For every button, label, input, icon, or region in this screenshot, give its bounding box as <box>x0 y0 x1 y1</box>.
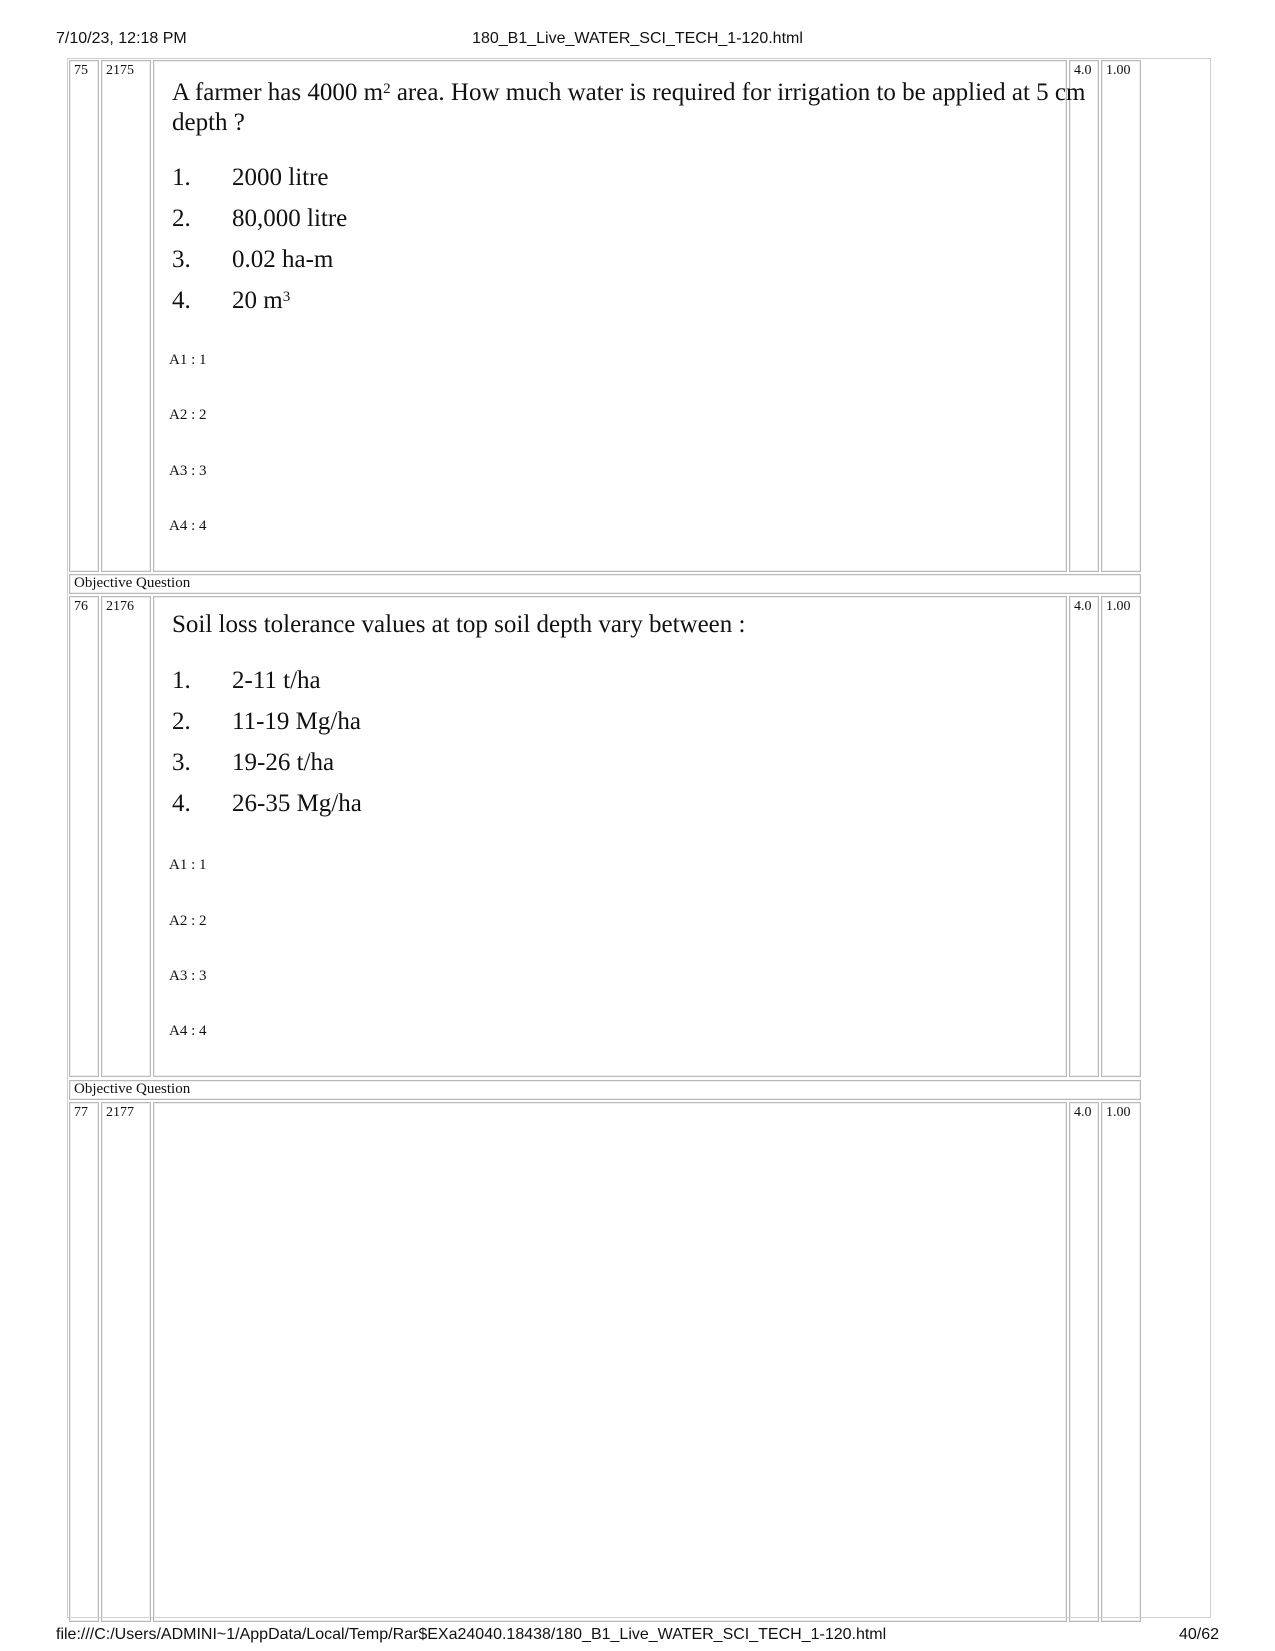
question-type-label: Objective Question <box>74 1081 191 1097</box>
question-id-cell: 2176 <box>101 596 151 1077</box>
print-footer <box>0 1624 1275 1646</box>
answer-choice-1: A1 : 1 <box>169 857 207 873</box>
negative-marks-cell: 1.00 <box>1101 1102 1141 1622</box>
question-type-row <box>69 574 1141 594</box>
print-header <box>0 28 1275 50</box>
file-path: file:///C:/Users/ADMINI~1/AppData/Local/Temp/Rar$EXa24040.18438/180_B1_Live_WATER_SCI_TECH_1-120.html <box>56 1626 887 1643</box>
question-id-cell: 2177 <box>101 1102 151 1622</box>
serial-number-cell: 75 <box>69 60 99 572</box>
question-text: A farmer has 4000 $m^2$ area. How much water is required for irrigation to be applied at 5 cm depth ? <box>172 79 1086 136</box>
print-title: 180_B1_Live_WATER_SCI_TECH_1-120.html <box>472 30 803 47</box>
option-2: 2. 11-19 Mg/ha <box>172 708 361 735</box>
option-1: 1. 2-11 t/ha <box>172 667 321 694</box>
option-3: 3. 0.02 ha-m <box>172 246 334 273</box>
answer-choice-2: A2 : 2 <box>169 407 207 423</box>
question-text: Soil loss tolerance values at top soil depth vary between : <box>172 611 746 638</box>
question-id-cell: 2175 <box>101 60 151 572</box>
answer-choice-4: A4 : 4 <box>169 518 207 534</box>
question-type-label: Objective Question <box>74 575 191 591</box>
option-2: 2. 80,000 litre <box>172 205 348 232</box>
serial-number-cell: 77 <box>69 1102 99 1622</box>
serial-number-cell: 76 <box>69 596 99 1077</box>
marks-cell: 4.0 <box>1069 1102 1099 1622</box>
answer-choice-4: A4 : 4 <box>169 1023 207 1039</box>
negative-marks-cell: 1.00 <box>1101 60 1141 572</box>
answer-choice-3: A3 : 3 <box>169 463 207 479</box>
option-3: 3. 19-26 t/ha <box>172 749 335 776</box>
print-datetime: 7/10/23, 12:18 PM <box>56 30 187 47</box>
question-type-row <box>69 1080 1141 1100</box>
negative-marks-cell: 1.00 <box>1101 596 1141 1077</box>
answer-choice-3: A3 : 3 <box>169 968 207 984</box>
option-1: 1. 2000 litre <box>172 164 329 191</box>
answer-choice-2: A2 : 2 <box>169 913 207 929</box>
page-number: 40/62 <box>1178 1626 1219 1643</box>
answer-choice-1: A1 : 1 <box>169 352 207 368</box>
option-4: 4. 26-35 Mg/ha <box>172 790 362 817</box>
option-4: 4. 20 $m^3$ <box>172 287 291 314</box>
marks-cell: 4.0 <box>1069 60 1099 572</box>
marks-cell: 4.0 <box>1069 596 1099 1077</box>
question-body-cell <box>153 1102 1067 1622</box>
